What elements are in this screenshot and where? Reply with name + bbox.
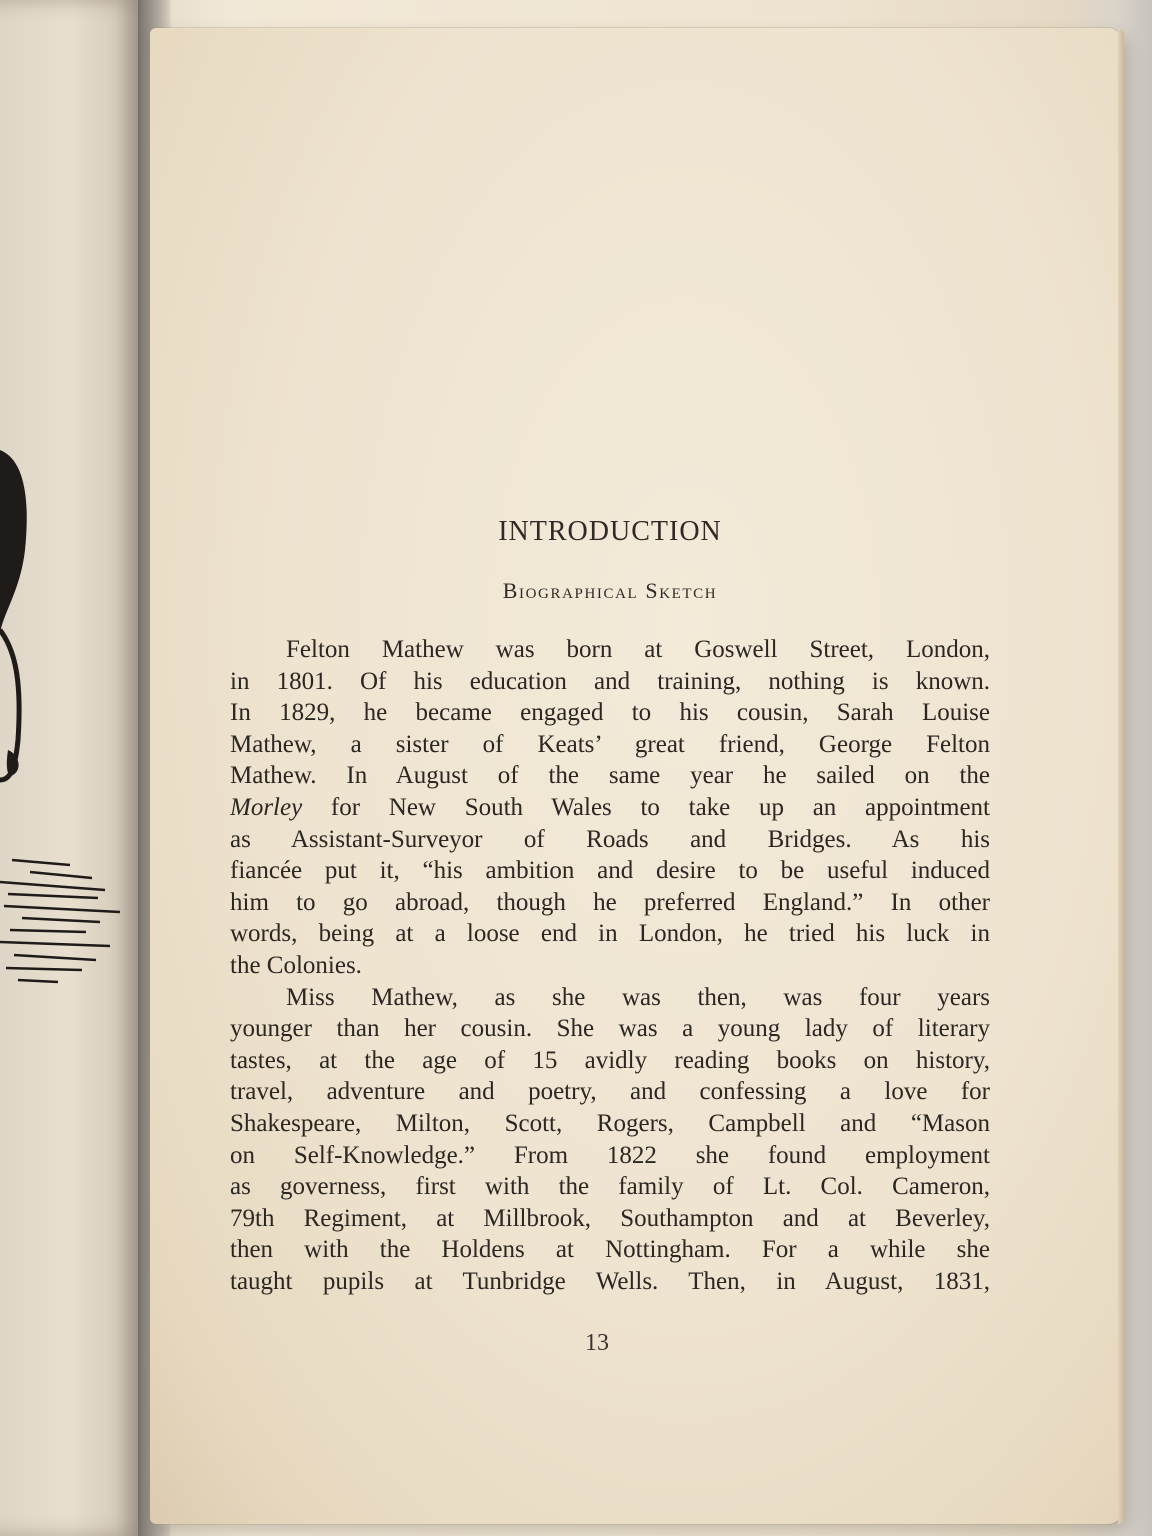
text-line: as governess, first with the family of Lt. Col. Cameron, bbox=[230, 1173, 990, 1201]
text-line-with-italic: Morley for New South Wales to take up an appointment bbox=[230, 793, 990, 821]
page-subheading: Biographical Sketch bbox=[502, 578, 718, 603]
text-line: words, being at a loose end in London, he tried his luck in bbox=[230, 920, 990, 948]
text-line: Felton Mathew was born at Goswell Street, London, bbox=[286, 636, 990, 663]
text-line: on Self-Knowledge.” From 1822 she found employment bbox=[230, 1141, 990, 1169]
text-line: younger than her cousin. She was a young lady of literary bbox=[230, 1015, 990, 1043]
text-line: then with the Holdens at Nottingham. For a while she bbox=[230, 1236, 990, 1264]
text-line: Mathew. In August of the same year he sailed on the bbox=[230, 762, 990, 790]
page-text-block bbox=[230, 500, 990, 1297]
text-line: Miss Mathew, as she was then, was four years bbox=[286, 983, 990, 1011]
text-line: Shakespeare, Milton, Scott, Rogers, Campbell and “Mason bbox=[230, 1109, 990, 1137]
text-line: the Colonies. bbox=[230, 951, 362, 979]
text-line: him to go abroad, though he preferred England.” In other bbox=[230, 888, 990, 916]
text-line: as Assistant-Surveyor of Roads and Bridges. As his bbox=[230, 825, 990, 853]
text-line: taught pupils at Tunbridge Wells. Then, in August, 1831, bbox=[230, 1267, 990, 1295]
paragraph-1 bbox=[230, 634, 990, 982]
text-line: in 1801. Of his education and training, nothing is known. bbox=[230, 667, 990, 695]
text-line: travel, adventure and poetry, and confessing a love for bbox=[230, 1078, 990, 1106]
page-heading: INTRODUCTION bbox=[498, 516, 722, 547]
left-page-illustration bbox=[0, 420, 130, 1020]
page-edge bbox=[1118, 28, 1124, 1524]
text-line: 79th Regiment, at Millbrook, Southampton and at Beverley, bbox=[230, 1204, 990, 1232]
paragraph-2 bbox=[230, 982, 990, 1298]
page-number: 13 bbox=[585, 1330, 609, 1356]
text-line: tastes, at the age of 15 avidly reading books on history, bbox=[230, 1046, 990, 1074]
text-line: fiancée put it, “his ambition and desire to be useful induced bbox=[230, 857, 990, 885]
illustration-grass-strokes bbox=[0, 860, 120, 982]
text-line: Mathew, a sister of Keats’ great friend, George Felton bbox=[230, 730, 990, 758]
text-line: In 1829, he became engaged to his cousin, Sarah Louise bbox=[230, 699, 990, 727]
body-text bbox=[230, 634, 990, 1297]
illustration-figure-stroke bbox=[0, 450, 27, 640]
ship-name-italic: Morley bbox=[230, 793, 303, 821]
